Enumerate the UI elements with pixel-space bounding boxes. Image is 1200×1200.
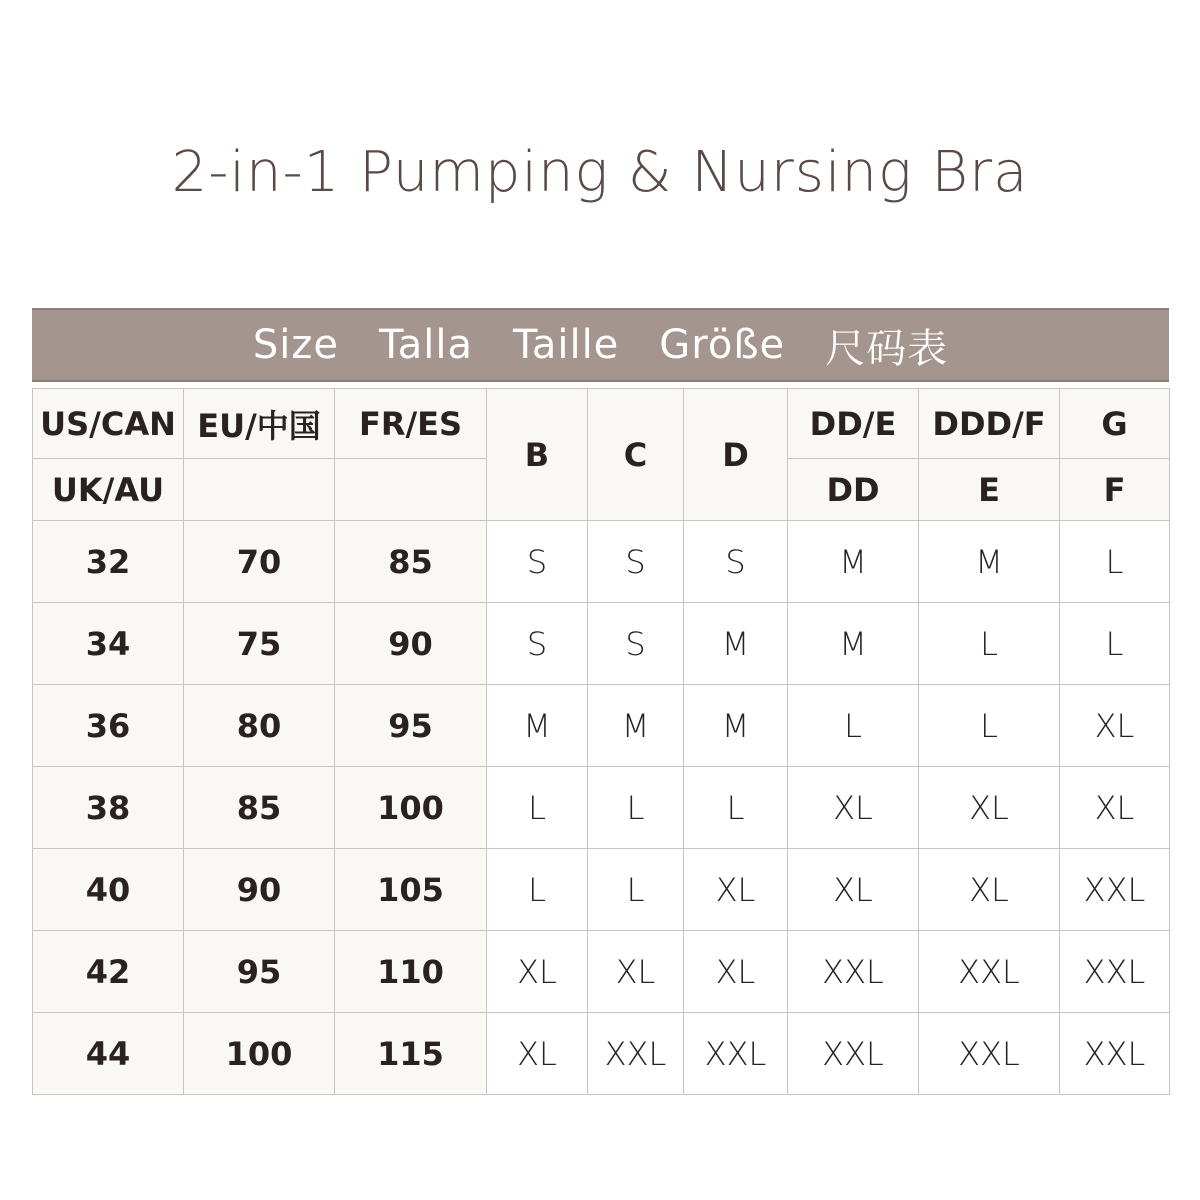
size-cell: XXL	[684, 1013, 788, 1095]
band-eu: 70	[184, 521, 335, 603]
size-cell: M	[684, 603, 788, 685]
size-cell: M	[487, 685, 588, 767]
size-cell: M	[788, 603, 919, 685]
size-cell: L	[487, 849, 588, 931]
band-eu: 80	[184, 685, 335, 767]
size-cell: XXL	[919, 1013, 1060, 1095]
band-us: 32	[33, 521, 184, 603]
band-fr: 115	[335, 1013, 487, 1095]
band-us: 42	[33, 931, 184, 1013]
size-cell: XL	[1060, 767, 1170, 849]
band-fr: 90	[335, 603, 487, 685]
band-us: 38	[33, 767, 184, 849]
size-cell: XXL	[1060, 849, 1170, 931]
size-cell: S	[684, 521, 788, 603]
band-fr: 105	[335, 849, 487, 931]
header-eu-cn: EU/中国	[184, 389, 335, 459]
size-cell: XL	[684, 931, 788, 1013]
band-us: 36	[33, 685, 184, 767]
size-cell: XL	[487, 1013, 588, 1095]
size-chart-table	[32, 388, 1170, 1095]
size-cell: XL	[487, 931, 588, 1013]
size-cell: XL	[684, 849, 788, 931]
header-cup-dddf-top: DDD/F	[919, 389, 1060, 459]
size-banner	[32, 308, 1169, 382]
table-row	[33, 603, 1170, 685]
size-cell: XL	[788, 767, 919, 849]
band-eu: 100	[184, 1013, 335, 1095]
table-row	[33, 931, 1170, 1013]
header-fr-es: FR/ES	[335, 389, 487, 459]
size-cell: S	[487, 603, 588, 685]
size-cell: L	[588, 767, 684, 849]
band-eu: 95	[184, 931, 335, 1013]
size-cell: L	[588, 849, 684, 931]
size-cell: XXL	[1060, 1013, 1170, 1095]
band-fr: 110	[335, 931, 487, 1013]
header-uk-au: UK/AU	[33, 459, 184, 521]
band-us: 34	[33, 603, 184, 685]
table-row	[33, 685, 1170, 767]
page-title: 2-in-1 Pumping & Nursing Bra	[171, 140, 1029, 205]
size-cell: M	[788, 521, 919, 603]
size-cell: L	[788, 685, 919, 767]
size-cell: XL	[1060, 685, 1170, 767]
banner-word-grosse: Größe	[659, 322, 786, 368]
band-fr: 95	[335, 685, 487, 767]
size-cell: L	[1060, 521, 1170, 603]
band-eu: 90	[184, 849, 335, 931]
table-row	[33, 1013, 1170, 1095]
size-cell: XL	[919, 849, 1060, 931]
size-cell: XXL	[788, 1013, 919, 1095]
header-row-top	[33, 389, 1170, 459]
band-eu: 85	[184, 767, 335, 849]
header-cup-c: C	[588, 389, 684, 521]
size-cell: XL	[919, 767, 1060, 849]
header-cup-d: D	[684, 389, 788, 521]
size-cell: XXL	[588, 1013, 684, 1095]
header-cup-g-top: G	[1060, 389, 1170, 459]
band-us: 40	[33, 849, 184, 931]
size-cell: S	[588, 603, 684, 685]
header-empty-eu	[184, 459, 335, 521]
size-cell: L	[919, 603, 1060, 685]
size-cell: S	[487, 521, 588, 603]
header-empty-fr	[335, 459, 487, 521]
header-cup-dddf-bottom: E	[919, 459, 1060, 521]
band-fr: 100	[335, 767, 487, 849]
band-fr: 85	[335, 521, 487, 603]
band-us: 44	[33, 1013, 184, 1095]
size-cell: XL	[788, 849, 919, 931]
banner-word-chinese: 尺码表	[825, 325, 949, 372]
size-cell: XL	[588, 931, 684, 1013]
header-cup-g-bottom: F	[1060, 459, 1170, 521]
header-cup-dde-top: DD/E	[788, 389, 919, 459]
size-cell: L	[487, 767, 588, 849]
table-row	[33, 521, 1170, 603]
header-us-can: US/CAN	[33, 389, 184, 459]
size-cell: L	[1060, 603, 1170, 685]
table-row	[33, 849, 1170, 931]
table-row	[33, 767, 1170, 849]
size-cell: M	[588, 685, 684, 767]
banner-word-talla: Talla	[378, 322, 474, 368]
size-cell: S	[588, 521, 684, 603]
band-eu: 75	[184, 603, 335, 685]
size-cell: M	[919, 521, 1060, 603]
banner-word-size: Size	[252, 322, 339, 368]
size-cell: XXL	[919, 931, 1060, 1013]
size-cell: M	[684, 685, 788, 767]
size-cell: L	[919, 685, 1060, 767]
size-cell: XXL	[788, 931, 919, 1013]
size-cell: XXL	[1060, 931, 1170, 1013]
banner-word-taille: Taille	[513, 322, 620, 368]
header-cup-dde-bottom: DD	[788, 459, 919, 521]
size-cell: L	[684, 767, 788, 849]
header-cup-b: B	[487, 389, 588, 521]
